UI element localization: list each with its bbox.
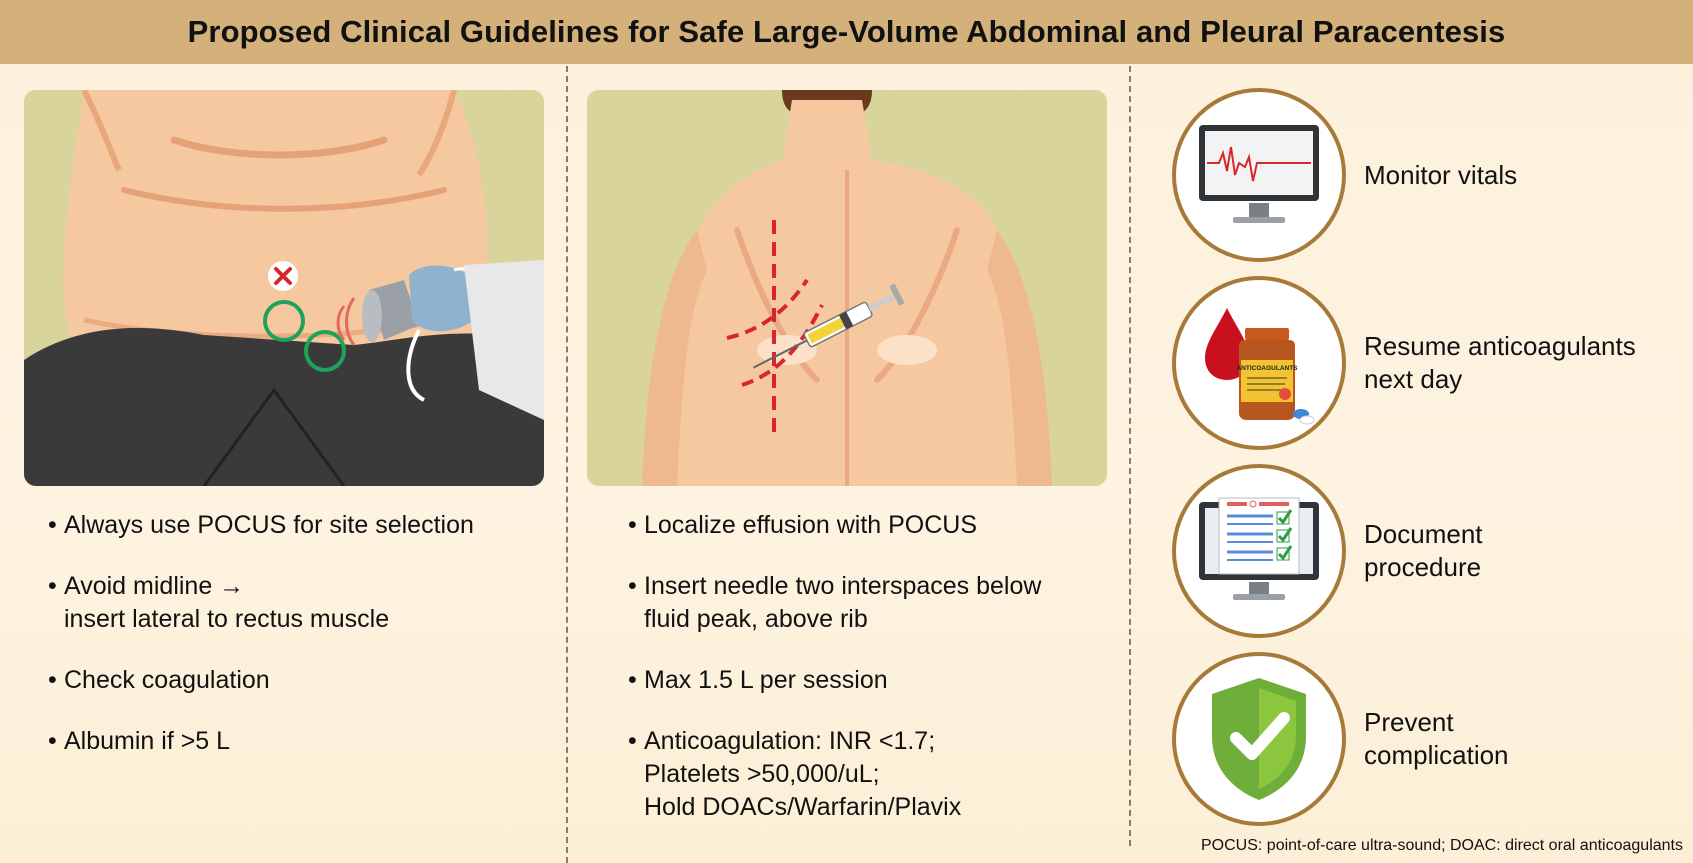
pleural-guidelines-list: [630, 509, 1110, 852]
back-illustration: [587, 90, 1107, 486]
list-item: • Max 1.5 L per session: [630, 664, 1110, 697]
divider-right: [1129, 66, 1131, 846]
title-bar: [0, 0, 1693, 64]
shield-check-icon: [1172, 652, 1346, 826]
list-item: • Albumin if >5 L: [50, 725, 550, 758]
checklist-label: Document procedure: [1364, 519, 1483, 582]
document-screen-icon: [1172, 464, 1346, 638]
monitor-icon: [1172, 88, 1346, 262]
abdomen-illustration: [24, 90, 544, 486]
page-title: Proposed Clinical Guidelines for Safe Large-Volume Abdominal and Pleural Paracentesis: [187, 14, 1506, 49]
checklist-label: Monitor vitals: [1364, 159, 1518, 190]
list-item: • Check coagulation: [50, 664, 550, 697]
abdominal-guidelines-list: [50, 509, 550, 786]
list-item: • Insert needle two interspaces below fluid peak, above rib: [630, 570, 1110, 636]
checklist-item-anticoagulants: [1172, 276, 1636, 450]
checklist-label: Resume anticoagulants next day: [1364, 331, 1636, 394]
checklist-item-document: [1172, 464, 1483, 638]
list-item: • Avoid midline → insert lateral to rectus muscle: [50, 570, 550, 636]
list-item: • Always use POCUS for site selection: [50, 509, 550, 542]
checklist-item-monitor: [1172, 88, 1517, 262]
checklist-label: Prevent complication: [1364, 707, 1509, 770]
list-item: • Anticoagulation: INR <1.7; Platelets >50,000/uL; Hold DOACs/Warfarin/Plavix: [630, 725, 1110, 824]
medicine-bottle-icon: [1172, 276, 1346, 450]
checklist-item-prevent: [1172, 652, 1509, 826]
footnote: POCUS: point-of-care ultra-sound; DOAC: direct oral anticoagulants: [1201, 837, 1683, 854]
divider-left: [566, 66, 568, 863]
bottle-label-text: ANTICOAGULANTS: [1236, 365, 1298, 372]
list-item: • Localize effusion with POCUS: [630, 509, 1110, 542]
